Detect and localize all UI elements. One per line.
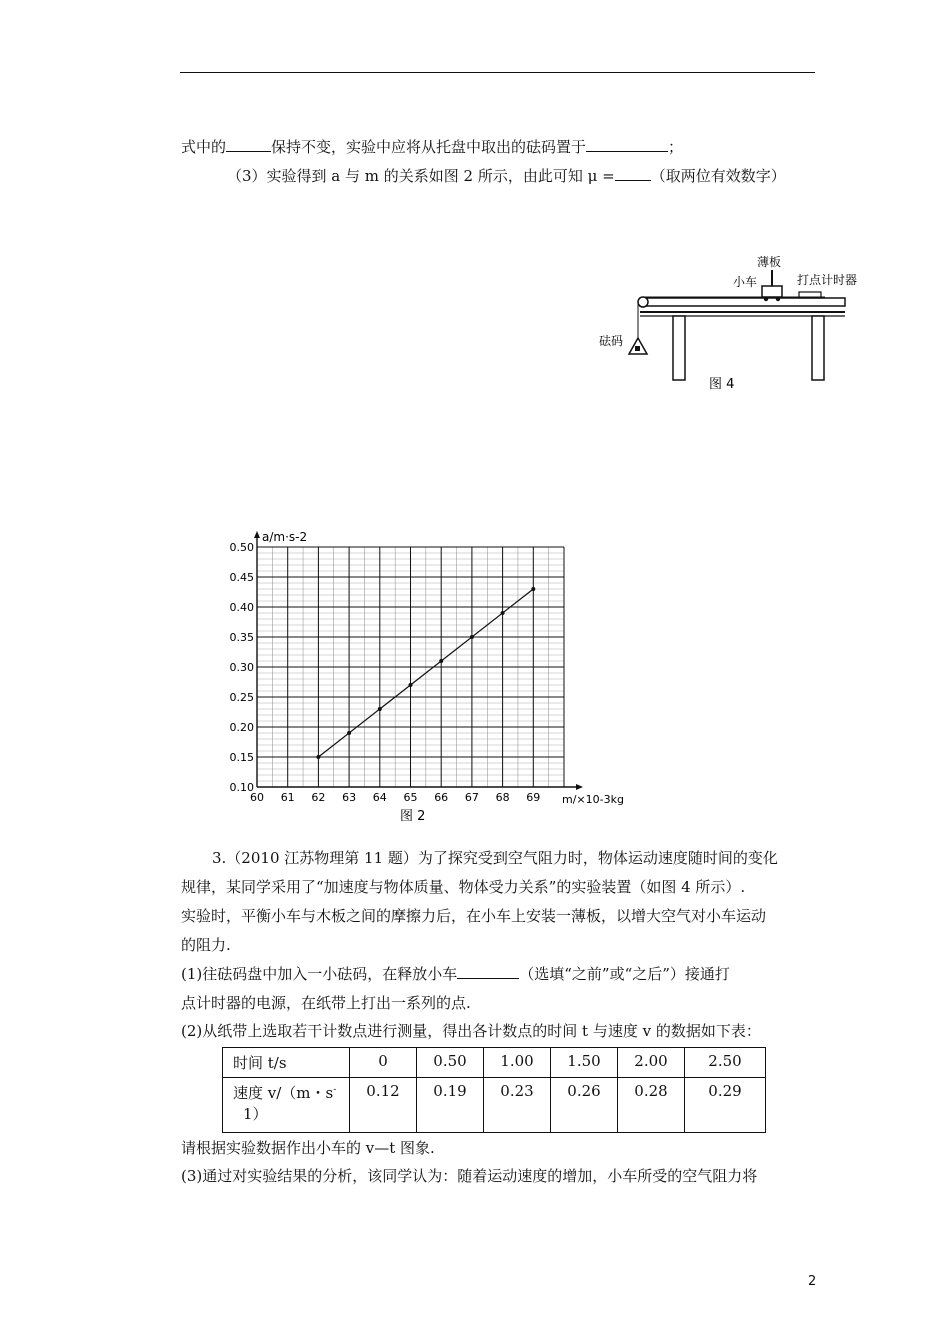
label-weight: 砝码 [599, 334, 624, 348]
question-3-line: (3)通过对实验结果的分析，该同学认为：随着运动速度的增加，小车所受的空气阻力将 [181, 1167, 758, 1185]
y-tick-label: 0.25 [229, 691, 254, 704]
y-tick-label: 0.30 [229, 661, 254, 674]
table-header-time: 时间 t/s [223, 1048, 350, 1078]
table-cell: 0.19 [417, 1078, 484, 1133]
table-cell: 0.29 [685, 1078, 766, 1133]
problem-3-line-4: 的阻力. [181, 936, 231, 954]
answer-blank-q1[interactable] [457, 964, 519, 979]
y-tick-label: 0.10 [229, 781, 254, 794]
y-tick-label: 0.40 [229, 601, 254, 614]
x-tick-label: 67 [464, 791, 479, 804]
x-tick-label: 61 [280, 791, 295, 804]
y-tick-label: 0.20 [229, 721, 254, 734]
data-point [316, 755, 320, 759]
line1-middle: 保持不变，实验中应将从托盘中取出的砝码置于 [271, 138, 587, 156]
problem-3-line-2: 规律，某同学采用了“加速度与物体质量、物体受力关系”的实验装置（如图 4 所示）. [181, 878, 746, 896]
y-axis-label: a/m·s-2 [262, 530, 308, 544]
x-tick-label: 66 [434, 791, 449, 804]
line1-suffix: ； [668, 138, 684, 156]
table-cell: 0.50 [417, 1048, 484, 1078]
figure-4-apparatus [585, 250, 875, 400]
figure-2-chart [222, 525, 624, 825]
x-tick-label: 69 [526, 791, 541, 804]
question-1-line-2: 点计时器的电源，在纸带上打出一系列的点. [181, 994, 471, 1012]
question-2-line: (2)从纸带上选取若干计数点进行测量，得出各计数点的时间 t 与速度 v 的数据如下表： [181, 1022, 761, 1040]
x-axis-arrow [576, 784, 583, 790]
answer-blank-1[interactable] [226, 137, 271, 152]
table-cell: 0.26 [551, 1078, 618, 1133]
table-cell: 0.23 [484, 1078, 551, 1133]
table-cell: 0 [350, 1048, 417, 1078]
table-cell: 0.12 [350, 1078, 417, 1133]
line1-prefix: 式中的 [181, 138, 227, 156]
data-point [378, 707, 382, 711]
x-tick-label: 64 [372, 791, 387, 804]
line2-tail: （取两位有效数字） [650, 167, 786, 185]
table-cell: 0.28 [618, 1078, 685, 1133]
table-row-speed [223, 1078, 766, 1133]
data-point [347, 731, 351, 735]
y-axis-arrow [254, 531, 260, 538]
text-line-2 [227, 166, 786, 186]
y-tick-label: 0.35 [229, 631, 254, 644]
data-point [531, 587, 535, 591]
y-tick-label: 0.50 [229, 541, 254, 554]
data-point [409, 683, 413, 687]
figure-4-caption: 图 4 [709, 377, 735, 392]
speed-label-sup: - [333, 1085, 337, 1095]
page-number: 2 [808, 1274, 817, 1289]
label-cart: 小车 [733, 275, 758, 289]
speed-label-b: 1） [243, 1105, 268, 1123]
x-tick-label: 62 [311, 791, 326, 804]
question-1-line-1 [181, 964, 730, 984]
chart-tick-labels [230, 541, 541, 804]
data-table [222, 1047, 766, 1133]
data-point [439, 659, 443, 663]
figure-2-caption: 图 2 [400, 809, 426, 824]
q1-suffix: （选填“之前”或“之后”）接通打 [519, 965, 730, 983]
answer-blank-mu[interactable] [615, 166, 651, 181]
y-tick-label: 0.15 [229, 751, 254, 764]
table-header-speed [223, 1078, 350, 1133]
text-line-1 [181, 137, 683, 157]
y-tick-label: 0.45 [229, 571, 254, 584]
q1-prefix: (1)往砝码盘中加入一小砝码，在释放小车 [181, 965, 458, 983]
after-table-line: 请根据实验数据作出小车的 v—t 图象. [181, 1139, 435, 1157]
answer-blank-2[interactable] [586, 137, 668, 152]
x-tick-label: 63 [342, 791, 357, 804]
label-board: 薄板 [757, 255, 782, 269]
data-point [470, 635, 474, 639]
table-cell: 2.00 [618, 1048, 685, 1078]
data-point [501, 611, 505, 615]
speed-label-a: 速度 v/（m・s [233, 1084, 334, 1102]
problem-3-line-3: 实验时，平衡小车与木板之间的摩擦力后，在小车上安装一薄板，以增大空气对小车运动 [181, 907, 767, 925]
x-axis-label: m/×10-3kg [562, 793, 624, 806]
table-cell: 1.50 [551, 1048, 618, 1078]
header-rule [180, 72, 815, 73]
x-tick-label: 65 [403, 791, 418, 804]
line2-text: （3）实验得到 a 与 m 的关系如图 2 所示，由此可知 μ = [227, 167, 615, 185]
problem-3-line-1: 3.（2010 江苏物理第 11 题）为了探究受到空气阻力时，物体运动速度随时间的变化 [212, 849, 778, 867]
table-cell: 1.00 [484, 1048, 551, 1078]
label-timer: 打点计时器 [797, 273, 858, 287]
x-tick-label: 60 [250, 791, 264, 804]
table-cell: 2.50 [685, 1048, 766, 1078]
x-tick-label: 68 [495, 791, 510, 804]
table-row-time [223, 1048, 766, 1078]
